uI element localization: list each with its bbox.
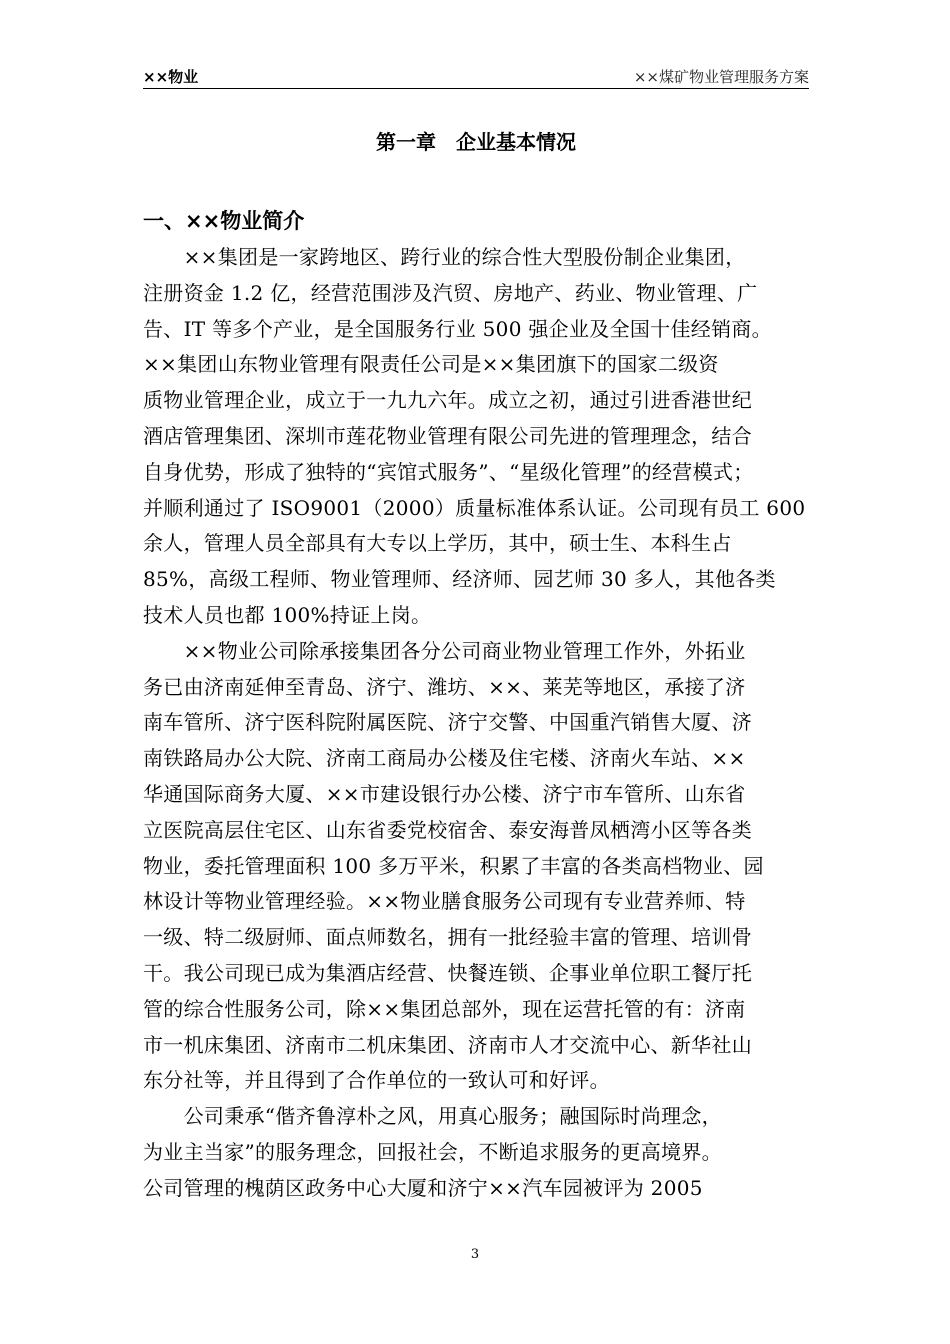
text-line: 务已由济南延伸至青岛、济宁、潍坊、××、莱芜等地区，承接了济 (143, 674, 746, 699)
text-line: 物业，委托管理面积 100 多万平米，积累了丰富的各类高档物业、园 (143, 853, 764, 878)
chapter-title: 第一章 企业基本情况 (376, 130, 576, 154)
text-line: 注册资金 1.2 亿，经营范围涉及汽贸、房地产、药业、物业管理、广 (143, 280, 758, 305)
text-line: 并顺利通过了 ISO9001（2000）质量标准体系认证。公司现有员工 600 (143, 495, 806, 520)
text-line: 一级、特二级厨师、面点师数名，拥有一批经验丰富的管理、培训骨 (143, 925, 752, 950)
text-line: 立医院高层住宅区、山东省委党校宿舍、泰安海普凤栖湾小区等各类 (143, 817, 752, 842)
text-line: 林设计等物业管理经验。××物业膳食服务公司现有专业营养师、特 (143, 889, 746, 914)
text-line: 酒店管理集团、深圳市莲花物业管理有限公司先进的管理理念，结合 (143, 423, 752, 448)
text-line: 告、IT 等多个产业，是全国服务行业 500 强企业及全国十佳经销商。 (143, 316, 772, 341)
text-line: 自身优势，形成了独特的“宾馆式服务”、“星级化管理”的经营模式； (143, 459, 754, 484)
text-line: 质物业管理企业，成立于一九九六年。成立之初，通过引进香港世纪 (143, 388, 752, 413)
text-line: ××物业公司除承接集团各分公司商业物业管理工作外，外拓业 (143, 638, 746, 663)
text-line: 干。我公司现已成为集酒店经营、快餐连锁、企事业单位职工餐厅托 (143, 960, 752, 985)
text-line: 余人，管理人员全部具有大专以上学历，其中，硕士生、本科生占 (143, 531, 732, 556)
text-line: 公司管理的槐荫区政务中心大厦和济宁××汽车园被评为 2005 (143, 1175, 703, 1200)
body-text (143, 240, 809, 1207)
text-line: 市一机床集团、济南市二机床集团、济南市人才交流中心、新华社山 (143, 1032, 752, 1057)
text-line: 南车管所、济宁医科院附属医院、济宁交警、中国重汽销售大厦、济 (143, 710, 752, 735)
text-line: 南铁路局办公大院、济南工商局办公楼及住宅楼、济南火车站、×× (143, 746, 746, 771)
section-title: 一、××物业简介 (143, 209, 305, 233)
header-company-name: ××物业 (143, 68, 199, 86)
text-line: 85%，高级工程师、物业管理师、经济师、园艺师 30 多人，其他各类 (143, 567, 776, 592)
text-line: 公司秉承“偕齐鲁淳朴之风，用真心服务；融国际时尚理念， (143, 1104, 722, 1129)
text-line: 管的综合性服务公司，除××集团总部外，现在运营托管的有：济南 (143, 996, 746, 1021)
text-line: 华通国际商务大厦、××市建设银行办公楼、济宁市车管所、山东省 (143, 781, 746, 806)
text-line: 东分社等，并且得到了合作单位的一致认可和好评。 (143, 1068, 610, 1093)
header-document-title: ××煤矿物业管理服务方案 (633, 68, 809, 86)
text-line: ××集团山东物业管理有限责任公司是××集团旗下的国家二级资 (143, 352, 719, 377)
text-line: ××集团是一家跨地区、跨行业的综合性大型股份制企业集团， (143, 245, 746, 269)
text-line: 为业主当家”的服务理念，回报社会，不断追求服务的更高境界。 (143, 1139, 722, 1164)
text-line: 技术人员也都 100%持证上岗。 (143, 602, 432, 627)
page-number: 3 (470, 1247, 480, 1262)
page-header (143, 64, 809, 89)
